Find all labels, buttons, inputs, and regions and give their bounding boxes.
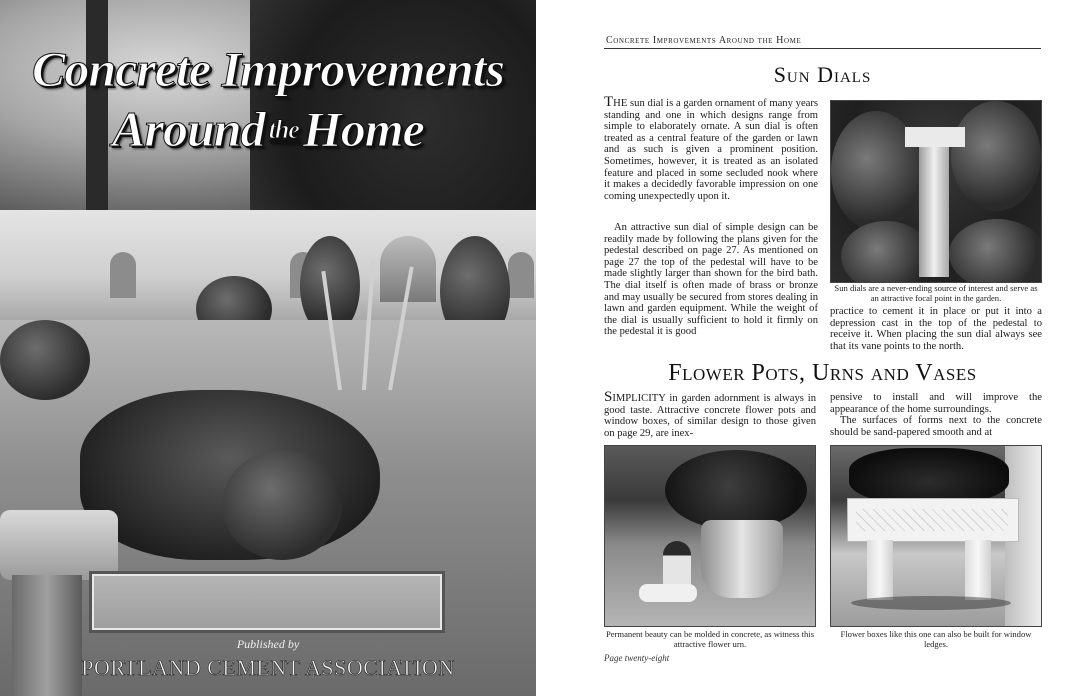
- sun-dials-paragraph-1: [604, 94, 818, 202]
- flower-box-photo: [830, 445, 1042, 627]
- child-figure: [663, 541, 691, 587]
- flower-box-leg: [867, 540, 893, 600]
- flower-pots-heading: Flower Pots, Urns and Vases: [668, 360, 977, 386]
- flower-box-caption: Flower boxes like this one can also be built for window ledges.: [840, 629, 1032, 649]
- flower-pots-column-2: [830, 392, 1042, 438]
- cover-published-by: Published by: [236, 637, 300, 651]
- flower-pots-paragraph-2: pensive to install and will improve the appearance of the home surroundings.: [830, 392, 1042, 415]
- cover-photo-wall-niche: [508, 252, 534, 298]
- sun-dial-pedestal-top: [905, 127, 965, 147]
- running-head: Concrete Improvements Around the Home: [606, 35, 802, 46]
- sun-dials-paragraph-2: An attractive sun dial of simple design can be readily made by following the plans given for the pedestal described on page 27. As mentioned on page 27 the top of the pedestal will have to be made slightly larger than shown for the bird bath. The dial itself is often made of brass or bronze and may usually be secured from stores dealing in lawn and garden equipment. While the weight of the dial is usually sufficient to hold it firmly on the pedestal it is good: [604, 222, 818, 338]
- flower-pots-dropcap: S: [604, 389, 613, 405]
- sun-dial-pedestal: [919, 145, 949, 277]
- cover-title-word-around: Around: [112, 101, 265, 157]
- cover-title-line-2: [0, 100, 536, 158]
- sun-dial-photo-foliage: [951, 101, 1041, 211]
- cover-photo-garden-bench: [0, 510, 118, 580]
- flower-urn-photo: [604, 445, 816, 627]
- flower-urn-plant: [665, 450, 807, 530]
- flower-urn: [701, 520, 783, 598]
- sun-dials-dropcap: T: [604, 94, 614, 110]
- sun-dial-photo-foliage: [949, 219, 1042, 283]
- sun-dials-heading: Sun Dials: [773, 62, 872, 87]
- cover-publisher: PORTLAND CEMENT ASSOCIATION: [81, 655, 455, 680]
- sun-dial-photo-foliage: [841, 221, 931, 283]
- flower-pots-paragraph-1-text: IMPLICITY in garden adornment is always in good taste. Attractive concrete flower pots and window boxes, of similar design to those given on page 29, are inex-: [604, 393, 816, 439]
- sun-dials-paragraph-3: practice to cement it in place or put it into a depression cast in the top of the pedestal to receive it. When placing the sun dial always see that its vane points to the north.: [830, 306, 1042, 352]
- cover-photo-shrub: [0, 320, 90, 400]
- cover-title-word-the: the: [268, 115, 299, 144]
- cover-photo-wall-niche: [110, 252, 136, 298]
- flower-pots-paragraph-1: [604, 389, 816, 439]
- flower-pots-paragraph-3: The surfaces of forms next to the concrete should be sand-papered smooth and at: [830, 415, 1042, 438]
- flower-box-trough: [847, 498, 1019, 542]
- flower-box-plants: [849, 448, 1009, 504]
- sun-dial-photo: [830, 100, 1042, 283]
- flower-box-shadow: [851, 596, 1011, 610]
- header-rule: [604, 48, 1041, 49]
- child-dress: [639, 584, 697, 602]
- sun-dial-photo-caption: Sun dials are a never-ending source of interest and serve as an attractive focal point in the garden.: [834, 283, 1038, 303]
- sun-dials-paragraph-1-text: HE sun dial is a garden ornament of many years standing and one in which designs range from simple to elaborately ornate. A sun dial is often treated as a central feature of the garden or lawn and as such is given a prominent position. Sometimes, however, it is treated as an isolated feature and placed in some secluded nook where it makes a decidedly favorable impression on one coming unexpectedly upon it.: [604, 98, 818, 202]
- interior-page: [536, 0, 1070, 696]
- cover-title-word-home: Home: [302, 101, 424, 157]
- page-number: Page twenty-eight: [604, 653, 670, 663]
- flower-urn-caption: Permanent beauty can be molded in concrete, as witness this attractive flower urn.: [605, 629, 815, 649]
- flower-box-diamond-pattern: [856, 509, 1008, 531]
- cover-photo-lily-pool: [80, 390, 380, 560]
- cover-photo-shrub: [222, 450, 342, 560]
- cover-blank-label-panel: [92, 574, 442, 630]
- cover-title-line-1: Concrete Improvements: [31, 41, 505, 97]
- flower-box-leg: [965, 540, 991, 600]
